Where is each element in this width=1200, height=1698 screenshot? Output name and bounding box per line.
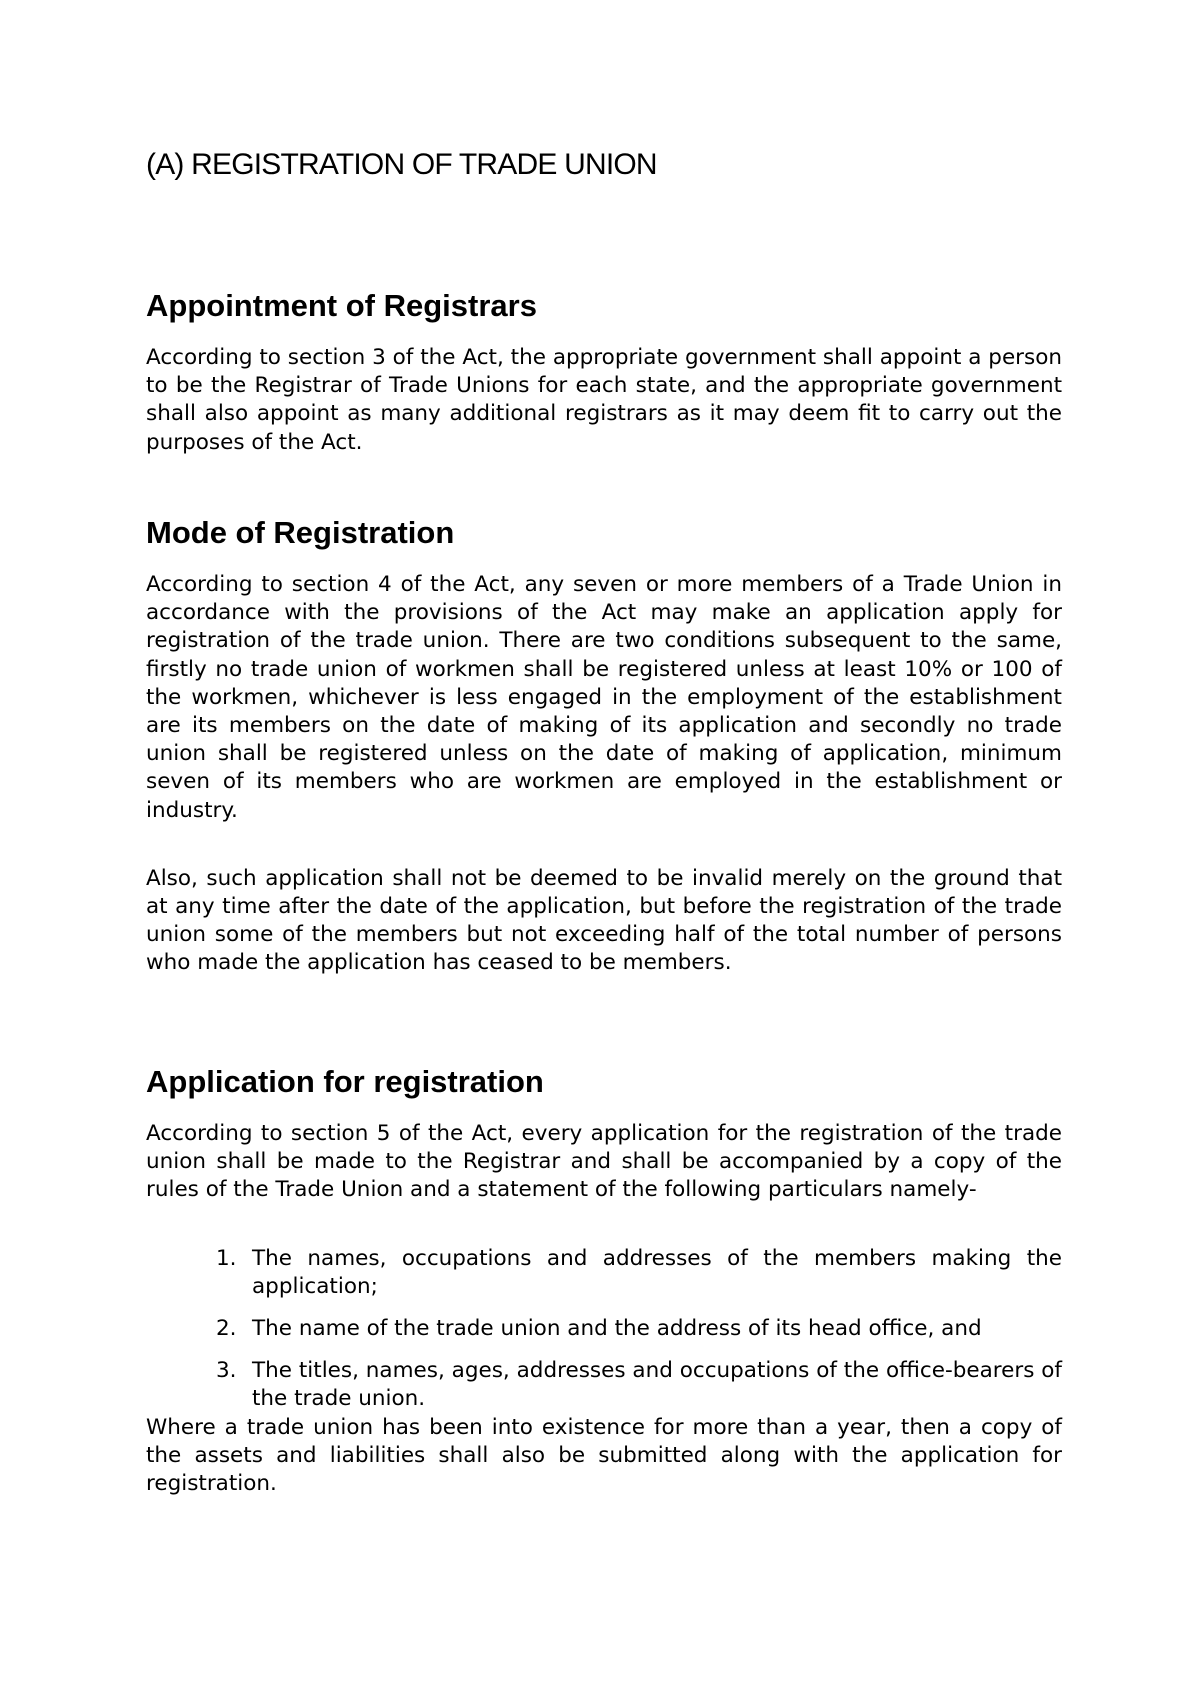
list-item (146, 1245, 1062, 1301)
list-item-text: The names, occupations and addresses of the members making the application; (252, 1245, 1062, 1299)
paragraph: According to section 3 of the Act, the appropriate government shall appoint a person to be the Registrar of Trade Unions for each state, and the appropriate government shall also appoint as many additional registrars as it may deem fit to carry out the purposes of the Act. (146, 345, 1062, 455)
list-item-text: The name of the trade union and the address of its head office, and (252, 1316, 982, 1342)
list-number: 3. (216, 1358, 237, 1384)
list-item-text: The titles, names, ages, addresses and occupations of the office-bearers of the trade union. (252, 1358, 1062, 1412)
list-number: 1. (216, 1245, 237, 1271)
particulars-list (146, 1245, 1062, 1414)
paragraph: According to section 4 of the Act, any seven or more members of a Trade Union in accordance with the provisions of the Act may make an application apply for registration of the trade union. There are two conditions subsequent to the same, firstly no trade union of workmen shall be registered unless at least 10% or 100 of the workmen, whichever is less engaged in the employment of the establishment are its members on the date of making of its application and secondly no trade union shall be registered unless on the date of making of application, minimum seven of its members who are workmen are employed in the establishment or industry. (146, 572, 1062, 823)
list-item (146, 1357, 1062, 1413)
list-number: 2. (216, 1316, 237, 1342)
section-appointment-of-registrars (146, 286, 1062, 457)
paragraph: Where a trade union has been into existence for more than a year, then a copy of the assets and liabilities shall also be submitted along with the application for registration. (146, 1414, 1062, 1497)
paragraph: According to section 5 of the Act, every application for the registration of the trade union shall be made to the Registrar and shall be accompanied by a copy of the rules of the Trade Union and a statement of the following particulars namely- (146, 1121, 1062, 1203)
section-heading: Mode of Registration (146, 515, 455, 550)
paragraph: Also, such application shall not be deemed to be invalid merely on the ground that at any time after the date of the application, but before the registration of the trade union some of the members but not exceeding half of the total number of persons who made the application has ceased to be members. (146, 865, 1062, 976)
section-heading: Application for registration (146, 1064, 544, 1099)
section-mode-of-registration (146, 513, 1062, 978)
section-heading: Appointment of Registrars (146, 288, 537, 323)
section-application-for-registration (146, 1062, 1062, 1498)
document-title: (A) REGISTRATION OF TRADE UNION (146, 148, 657, 181)
list-item (146, 1315, 1062, 1343)
